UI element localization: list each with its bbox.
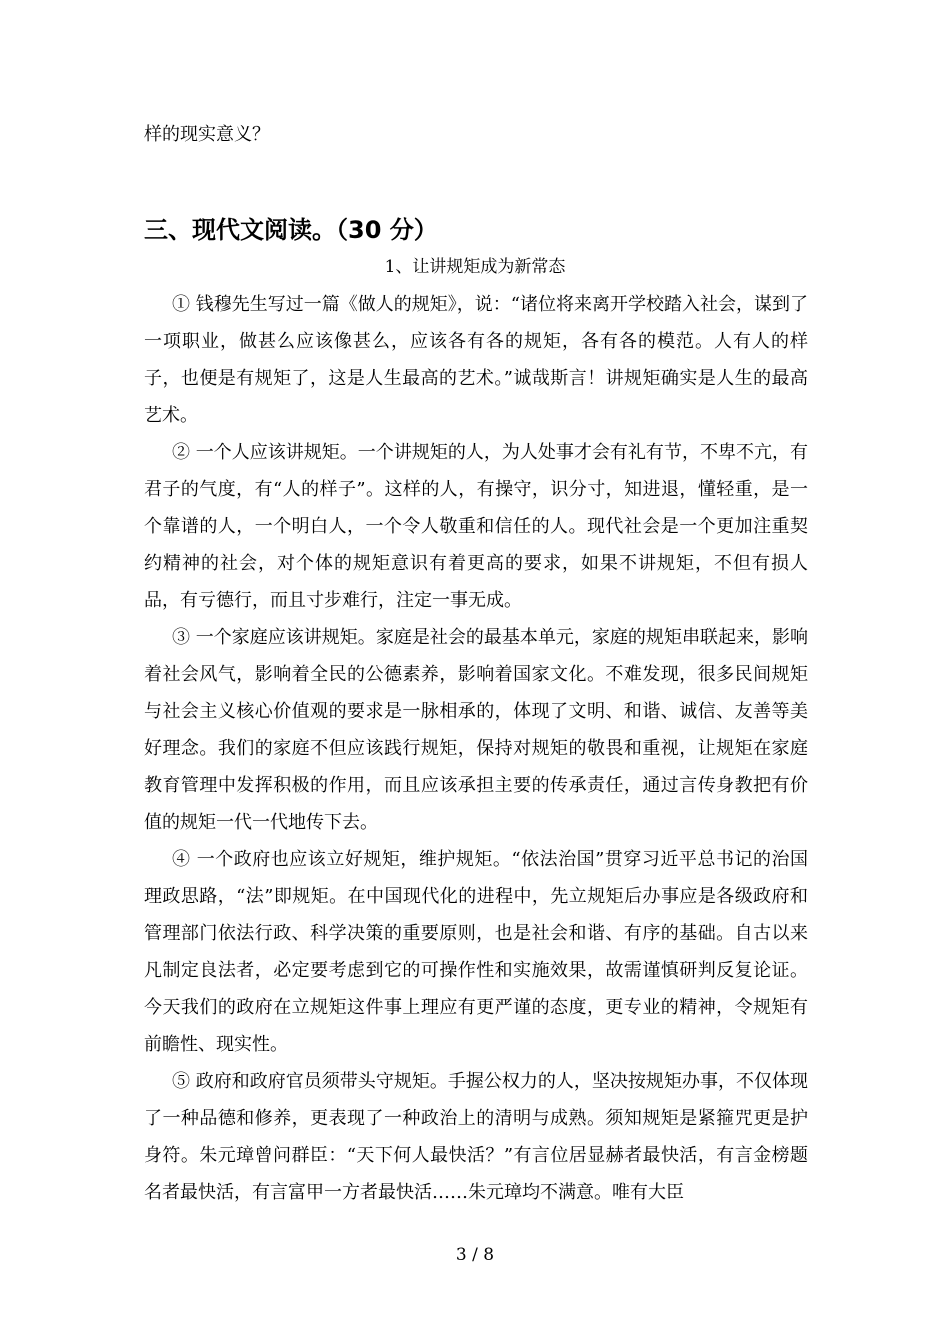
paragraph-3: ③ 一个家庭应该讲规矩。家庭是社会的最基本单元，家庭的规矩串联起来，影响着社会风气，影响着全民的公德素养，影响着国家文化。不难发现，很多民间规矩与社会主义核心价值观的要求是一脉相承的，体现了文明、和谐、诚信、友善等美好理念。我们的家庭不但应该践行规矩，保持对规矩的敬畏和重视，让规矩在家庭教育管理中发挥积极的作用，而且应该承担主要的传承责任，通过言传身教把有价值的规矩一代一代地传下去。 [144,627,808,833]
paragraph-5: ⑤ 政府和政府官员须带头守规矩。手握公权力的人，坚决按规矩办事，不仅体现了一种品德和修养，更表现了一种政治上的清明与成熟。须知规矩是紧箍咒更是护身符。朱元璋曾问群臣：“天下何人最快活？”有言位居显赫者最快活，有言金榜题名者最快活，有言富甲一方者最快活……朱元璋均不满意。唯有大臣 [144,1071,808,1203]
paragraph-4: ④ 一个政府也应该立好规矩，维护规矩。“依法治国”贯穿习近平总书记的治国理政思路，“法”即规矩。在中国现代化的进程中，先立规矩后办事应是各级政府和管理部门依法行政、科学决策的重要原则，也是社会和谐、有序的基础。自古以来凡制定良法者，必定要考虑到它的可操作性和实施效果，故需谨慎研判反复论证。今天我们的政府在立规矩这件事上理应有更严谨的态度，更专业的精神，令规矩有前瞻性、现实性。 [144,849,808,1055]
article-title: 1、让讲规矩成为新常态 [384,257,566,277]
page-number: 3 / 8 [455,1245,495,1265]
paragraph-2: ② 一个人应该讲规矩。一个讲规矩的人，为人处事才会有礼有节，不卑不亢，有君子的气度，有“人的样子”。这样的人，有操守，识分寸，知进退，懂轻重，是一个靠谱的人，一个明白人，一个令人敬重和信任的人。现代社会是一个更加注重契约精神的社会，对个体的规矩意识有着更高的要求，如果不讲规矩，不但有损人品，有亏德行，而且寸步难行，注定一事无成。 [144,442,808,611]
paragraph-1: ① 钱穆先生写过一篇《做人的规矩》，说：“诸位将来离开学校踏入社会，谋到了一项职业，做甚么应该像甚么，应该各有各的规矩，各有各的模范。人有人的样子，也便是有规矩了，这是人生最高的艺术。”诚哉斯言！讲规矩确实是人生的最高艺术。 [144,294,808,426]
previous-question-tail: 样的现实意义？ [144,124,270,145]
article-body [144,286,808,1211]
section-heading: 三、现代文阅读。（30 分） [144,216,438,244]
